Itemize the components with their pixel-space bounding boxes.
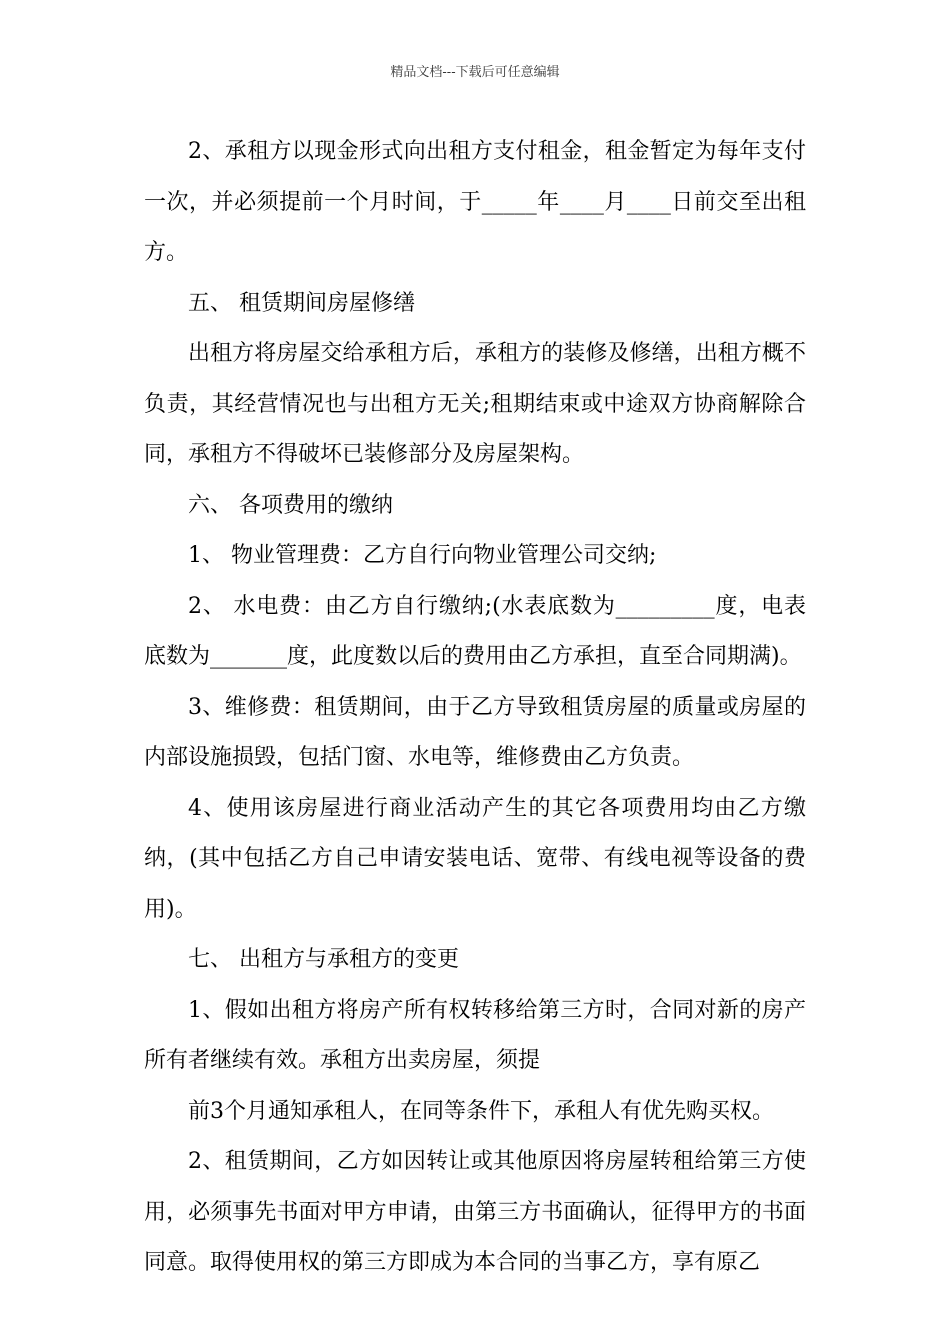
paragraph-sublease: 2、租赁期间，乙方如因转让或其他原因将房屋转租给第三方使用，必须事先书面对甲方申请，由第三方书面确认，征得甲方的书面同意。取得使用权的第三方即成为本合同的当事乙方，享有原乙 bbox=[144, 1149, 806, 1275]
section-heading-changes: 七、 出租方与承租方的变更 bbox=[188, 947, 459, 972]
paragraph-property-fee: 1、 物业管理费：乙方自行向物业管理公司交纳; bbox=[188, 543, 657, 568]
paragraph-other-fees: 4、使用该房屋进行商业活动产生的其它各项费用均由乙方缴纳，(其中包括乙方自己申请安装电话、宽带、有线电视等设备的费用)。 bbox=[144, 795, 806, 922]
paragraph-repairs: 出租方将房屋交给承租方后，承租方的装修及修缮，出租方概不负责，其经营情况也与出租方无关;租期结束或中途双方协商解除合同，承租方不得破坏已装修部分及房屋架构。 bbox=[144, 341, 806, 467]
paragraph-notice: 前3个月通知承租人，在同等条件下，承租人有优先购买权。 bbox=[188, 1098, 774, 1124]
page-header: 精品文档---下载后可任意编辑 bbox=[390, 65, 560, 80]
paragraph-utilities-fee: 2、 水电费：由乙方自行缴纳;(水表底数为_________度，电表底数为_______度，此度数以后的费用由乙方承担，直至合同期满)。 bbox=[144, 593, 806, 669]
paragraph-ownership-transfer: 1、假如出租方将房产所有权转移给第三方时，合同对新的房产所有者继续有效。承租方出卖房屋，须提 bbox=[144, 997, 806, 1073]
section-heading-repairs: 五、 租赁期间房屋修缮 bbox=[188, 290, 415, 316]
section-heading-fees: 六、 各项费用的缴纳 bbox=[188, 492, 393, 518]
document-body bbox=[144, 127, 806, 1289]
paragraph-maintenance-fee: 3、维修费：租赁期间，由于乙方导致租赁房屋的质量或房屋的内部设施损毁，包括门窗、水电等，维修费由乙方负责。 bbox=[144, 694, 806, 770]
paragraph-rent-payment: 2、承租方以现金形式向出租方支付租金，租金暂定为每年支付一次，并必须提前一个月时间，于_____年____月____日前交至出租方。 bbox=[144, 139, 806, 265]
